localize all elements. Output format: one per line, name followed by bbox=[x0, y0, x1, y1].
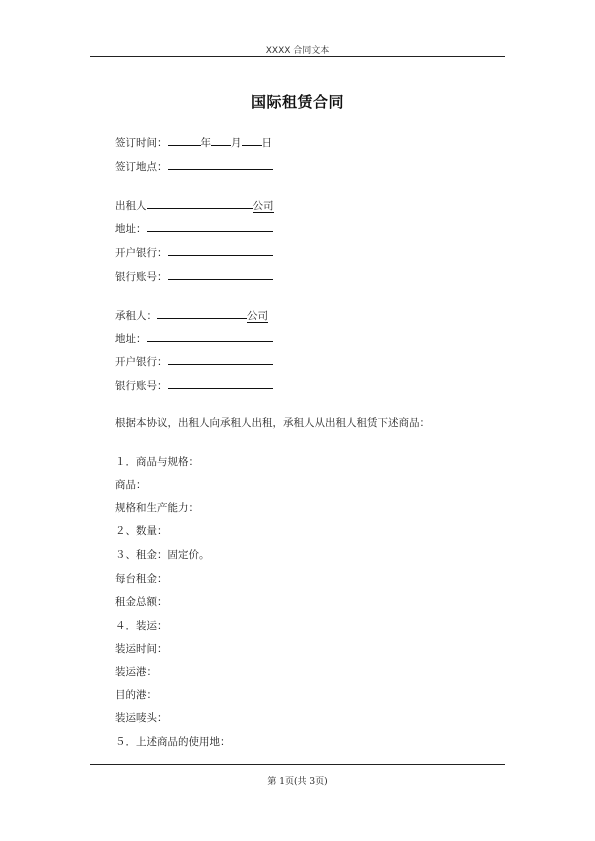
clause-item: 目的港： bbox=[115, 689, 157, 701]
lessee-address-line bbox=[115, 330, 273, 346]
clause-item: １．商品与规格： bbox=[115, 456, 199, 468]
year-blank bbox=[168, 134, 201, 146]
sign-place-label: 签订地点： bbox=[115, 161, 168, 173]
lessee-label: 承租人： bbox=[115, 310, 157, 322]
day-label: 日 bbox=[261, 137, 272, 149]
lessee-bank-label: 开户银行： bbox=[115, 356, 168, 368]
contract-title: 国际租赁合同 bbox=[250, 93, 344, 111]
clause-item: ２、数量： bbox=[115, 525, 168, 537]
lessor-address-blank bbox=[147, 220, 273, 232]
header-rule bbox=[90, 56, 505, 57]
lessee-address-blank bbox=[147, 330, 273, 342]
lessor-company: 公司 bbox=[252, 200, 274, 212]
lessor-bank-blank bbox=[168, 244, 273, 256]
lessee-bank-blank bbox=[168, 353, 273, 365]
intro-paragraph: 根据本协议，出租人向承租人出租，承租人从出租人租赁下述商品： bbox=[115, 417, 430, 429]
lessee-account-line bbox=[115, 377, 273, 393]
footer-rule bbox=[90, 764, 505, 765]
lessor-account-label: 银行账号： bbox=[115, 271, 168, 283]
clause-item: ４．装运： bbox=[115, 620, 168, 632]
clause-item: 装运唛头： bbox=[115, 712, 168, 724]
lessor-bank-label: 开户银行： bbox=[115, 247, 168, 259]
sign-time-label: 签订时间： bbox=[115, 137, 168, 149]
sign-place-blank bbox=[168, 158, 273, 170]
lessee-line bbox=[115, 307, 268, 323]
lessor-name-blank bbox=[147, 197, 253, 209]
clause-item: 每台租金： bbox=[115, 573, 168, 585]
lessee-name-blank bbox=[157, 307, 247, 319]
lessee-company: 公司 bbox=[247, 310, 268, 322]
lessee-address-label: 地址： bbox=[115, 333, 147, 345]
page-number: 第 1页(共 3页) bbox=[267, 777, 328, 787]
clause-item: 装运时间： bbox=[115, 643, 168, 655]
lessor-address-line bbox=[115, 220, 273, 236]
lessor-bank-line bbox=[115, 244, 273, 260]
clause-item: 装运港： bbox=[115, 666, 157, 678]
lessor-line bbox=[115, 197, 274, 213]
month-label: 月 bbox=[231, 137, 242, 149]
clause-item: ５．上述商品的使用地： bbox=[115, 736, 231, 748]
year-label: 年 bbox=[200, 137, 211, 149]
lessor-address-label: 地址： bbox=[115, 223, 147, 235]
lessee-account-label: 银行账号： bbox=[115, 380, 168, 392]
sign-place-line bbox=[115, 158, 273, 174]
clause-item: 租金总额： bbox=[115, 596, 168, 608]
lessor-account-blank bbox=[168, 268, 273, 280]
clause-item: ３、租金：固定价。 bbox=[115, 549, 210, 561]
lessor-label: 出租人 bbox=[115, 200, 147, 212]
page-header: XXXX 合同文本 bbox=[265, 46, 330, 56]
clause-item: 规格和生产能力： bbox=[115, 502, 199, 514]
lessor-account-line bbox=[115, 268, 273, 284]
month-blank bbox=[211, 134, 231, 146]
day-blank bbox=[242, 134, 262, 146]
sign-time-line bbox=[115, 134, 272, 150]
clause-item: 商品： bbox=[115, 479, 147, 491]
lessee-account-blank bbox=[168, 377, 273, 389]
lessee-bank-line bbox=[115, 353, 273, 369]
